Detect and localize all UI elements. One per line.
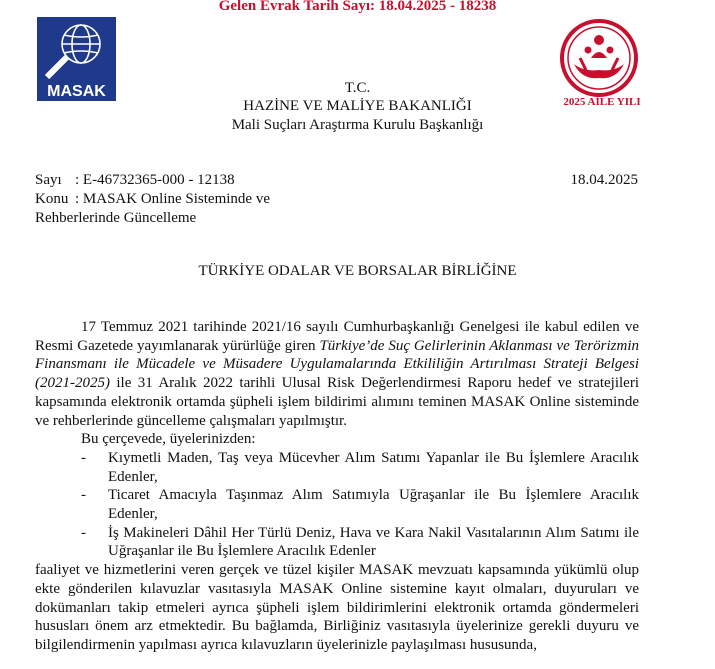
paragraph-1-rest: ile 31 Aralık 2022 tarihli Ulusal Risk Değerlendirmesi Raporu hedef ve stratejileri kapsamında elektronik ortamda şüpheli işlem bildirimi alımını teminen MASAK Online sisteminde ve rehberlerinde güncelleme çalışmaları yapılmıştır.: [35, 375, 639, 429]
paragraph-3: faaliyet ve hizmetlerini veren gerçek ve tüzel kişiler MASAK mevzuatı kapsamında yükümlü olup ekte gönderilen kılavuzlar vasıtasıyla MASAK Online sistemine kayıt olmaları, duyuruları ve dokümanları takip etmeleri ayrıca şüpheli işlem bildirimlerini elektronik ortamda göndermeleri hususları önem arz etmektedir. Bu bağlamda, Birliğiniz vasıtasıyla üyelerinize gerekli duyuru ve bilgilendirmenin yapılması ayrıca kılavuzların üyelerinizle paylaşılması hususunda,: [35, 562, 639, 653]
paragraph-1-intro: 17 Temmuz 2021 tarihinde 2021/16 sayılı Cumhurbaşkanlığı Genelgesi ile kabul edilen ve Resmi Gazetede yayımlanarak yürürlüğe giren: [35, 319, 639, 354]
letter-body: [35, 318, 639, 655]
strategy-document-title: Türkiye’de Suç Gelirlerinin Aklanması ve Terörizmin Finansmanı ile Mücadele ve Müsadere Uygulamalarında Etkililiğin Artırılması Strateji Belgesi (2021-2025): [35, 337, 640, 392]
list-item-text: Ticaret Amacıyla Taşınmaz Alım Satımıyla Uğraşanlar ile Bu İşlemlere Aracılık Edenler,: [108, 487, 639, 523]
header-department: Mali Suçları Araştırma Kurulu Başkanlığı: [231, 117, 484, 133]
konu-value-line1: : MASAK Online Sisteminde ve: [75, 191, 270, 207]
header-ministry: HAZİNE VE MALİYE BAKANLIĞI: [243, 98, 472, 114]
meta-konu-row: [35, 191, 270, 208]
list-item: [35, 449, 639, 486]
konu-label: Konu: [35, 191, 69, 207]
document-date: 18.04.2025: [570, 172, 638, 188]
paragraph-1: [35, 318, 639, 430]
list-dash: -: [81, 487, 86, 504]
incoming-document-stamp: Gelen Evrak Tarih Sayı: 18.04.2025 - 18238: [218, 0, 497, 14]
list-item-text: Kıymetli Maden, Taş veya Mücevher Alım Satımı Yapanlar ile Bu İşlemlere Aracılık Edenler,: [108, 449, 639, 485]
list-item-text: İş Makineleri Dâhil Her Türlü Deniz, Hava ve Kara Nakil Vasıtalarının Alım Satımı ile Uğraşanlar ile Bu İşlemlere Aracılık Edenler: [108, 524, 639, 560]
obligated-parties-list: [35, 449, 639, 561]
family-year-caption: 2025 AİLE YILI: [563, 96, 641, 108]
konu-value-line2: Rehberlerinde Güncelleme: [35, 210, 197, 226]
masak-logo-text: MASAK: [47, 83, 106, 100]
list-dash: -: [81, 449, 86, 466]
paragraph-2-intro: Bu çerçevede, üyelerinizden:: [81, 431, 256, 448]
meta-sayi-row: [35, 172, 235, 189]
header-tc: T.C.: [344, 80, 371, 96]
sayi-value: : E-46732365-000 - 12138: [75, 172, 235, 188]
list-item: [35, 486, 639, 523]
sayi-label: Sayı: [35, 172, 62, 188]
list-dash: -: [81, 524, 86, 541]
list-item: [35, 524, 639, 561]
addressee: TÜRKİYE ODALAR VE BORSALAR BİRLİĞİNE: [198, 263, 517, 279]
